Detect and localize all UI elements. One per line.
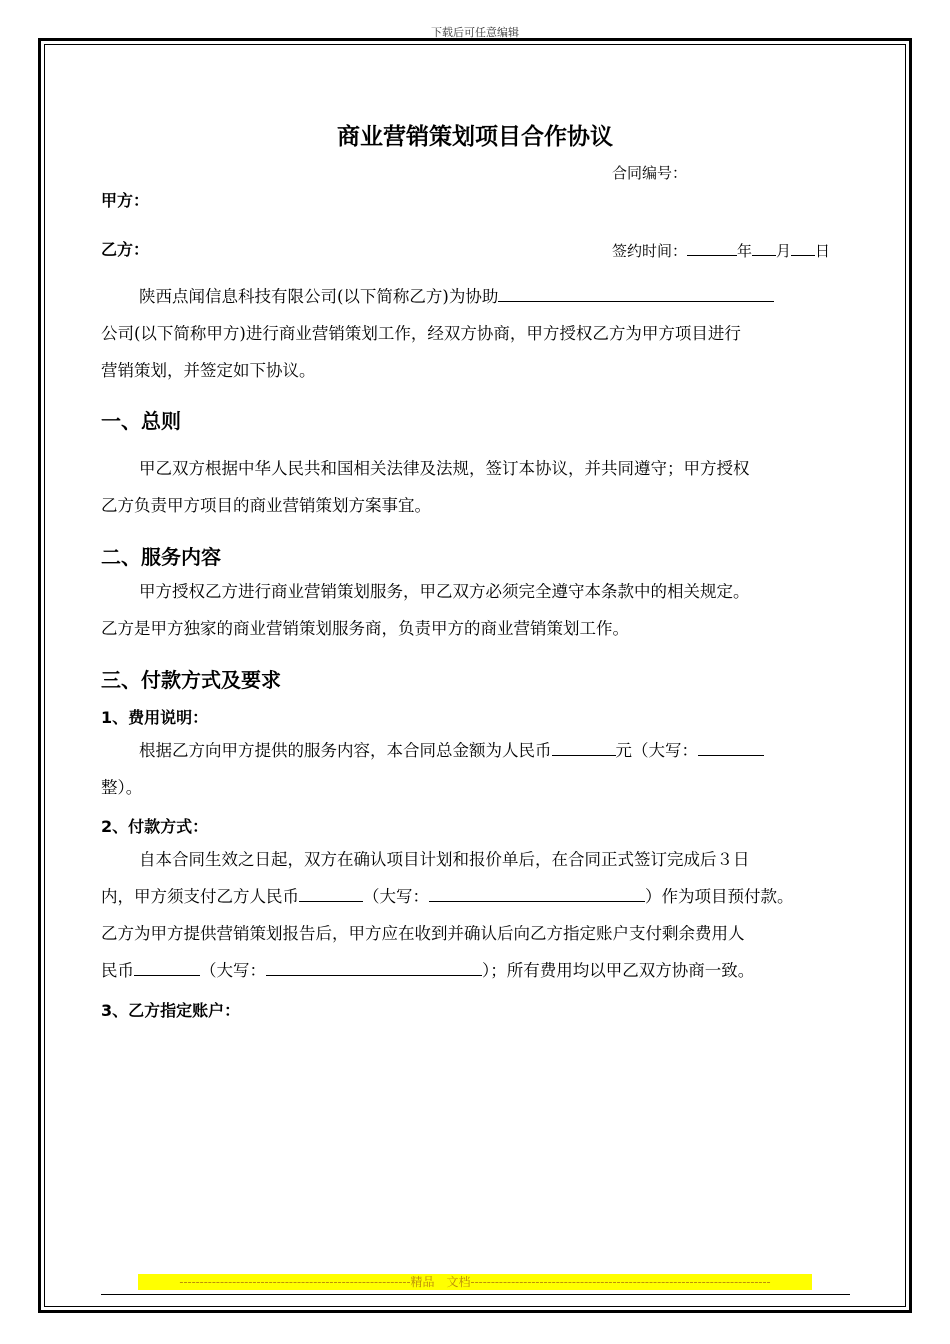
- payment-line2-b: （大写：: [363, 887, 429, 906]
- section2-heading: 二、服务内容: [101, 545, 221, 569]
- payment-method-paragraph: [101, 841, 861, 989]
- day-label: 日: [815, 242, 831, 260]
- prepay-words-blank: [429, 883, 645, 902]
- footer-right-dashes: --------------------------------------------------------------------------: [470, 1275, 771, 1289]
- month-blank: [752, 237, 776, 256]
- prepay-amount-blank: [299, 883, 363, 902]
- section1-line2: 乙方负责甲方项目的商业营销策划方案事宜。: [101, 496, 431, 515]
- fee-line1-b: 元（大写：: [615, 741, 698, 760]
- section1-paragraph: [101, 450, 861, 524]
- payment-line4-a: 民币: [101, 961, 134, 980]
- footer-label: 精品 文档: [410, 1275, 471, 1289]
- balance-amount-blank: [134, 957, 200, 976]
- sign-date-label: 签约时间：: [612, 242, 688, 260]
- footer-rule: [101, 1294, 850, 1295]
- fee-description-heading: 1、费用说明：: [101, 708, 209, 727]
- year-label: 年: [737, 242, 753, 260]
- footer-banner: [138, 1274, 812, 1290]
- client-company-blank: [498, 283, 774, 302]
- intro-line1: 陕西点闻信息科技有限公司(以下简称乙方)为协助: [139, 287, 499, 306]
- section1-line1: 甲乙双方根据中华人民共和国相关法律及法规，签订本协议，并共同遵守；甲方授权: [139, 459, 750, 478]
- section3-heading: 三、付款方式及要求: [101, 668, 281, 692]
- payment-line2-c: ）作为项目预付款。: [645, 887, 794, 906]
- payment-line4-b: （大写：: [200, 961, 266, 980]
- fee-line2: 整）。: [101, 778, 143, 797]
- intro-paragraph: [101, 278, 861, 389]
- top-note: 下载后可任意编辑: [431, 26, 519, 39]
- party-b-label: 乙方：: [101, 240, 150, 259]
- section2-line2: 乙方是甲方独家的商业营销策划服务商，负责甲方的商业营销策划工作。: [101, 619, 629, 638]
- total-amount-blank: [552, 737, 616, 756]
- footer-left-dashes: ---------------------------------------------------------: [179, 1275, 411, 1289]
- fee-line1-a: 根据乙方向甲方提供的服务内容，本合同总金额为人民币: [139, 741, 552, 760]
- party-a-label: 甲方：: [101, 191, 150, 210]
- balance-words-blank: [266, 957, 482, 976]
- contract-number-label: 合同编号：: [612, 164, 688, 182]
- payment-line3: 乙方为甲方提供营销策划报告后，甲方应在收到并确认后向乙方指定账户支付剩余费用人: [101, 924, 745, 943]
- payment-line1: 自本合同生效之日起，双方在确认项目计划和报价单后，在合同正式签订完成后３日: [139, 850, 750, 869]
- day-blank: [791, 237, 815, 256]
- payment-line4-c: ）；所有费用均以甲乙双方协商一致。: [482, 961, 755, 980]
- payment-method-heading: 2、付款方式：: [101, 817, 209, 836]
- sign-date: [612, 237, 830, 261]
- section1-heading: 一、总则: [101, 409, 181, 433]
- fee-description-paragraph: [101, 732, 861, 806]
- total-amount-words-blank: [698, 737, 764, 756]
- designated-account-heading: 3、乙方指定账户：: [101, 1001, 241, 1020]
- intro-line2: 公司(以下简称甲方)进行商业营销策划工作，经双方协商，甲方授权乙方为甲方项目进行: [101, 324, 741, 343]
- year-blank: [687, 237, 737, 256]
- intro-line3: 营销策划，并签定如下协议。: [101, 361, 316, 380]
- payment-line2-a: 内，甲方须支付乙方人民币: [101, 887, 299, 906]
- document-title: 商业营销策划项目合作协议: [337, 124, 613, 150]
- section2-paragraph: [101, 573, 861, 647]
- section2-line1: 甲方授权乙方进行商业营销策划服务，甲乙双方必须完全遵守本条款中的相关规定。: [139, 582, 750, 601]
- month-label: 月: [776, 242, 792, 260]
